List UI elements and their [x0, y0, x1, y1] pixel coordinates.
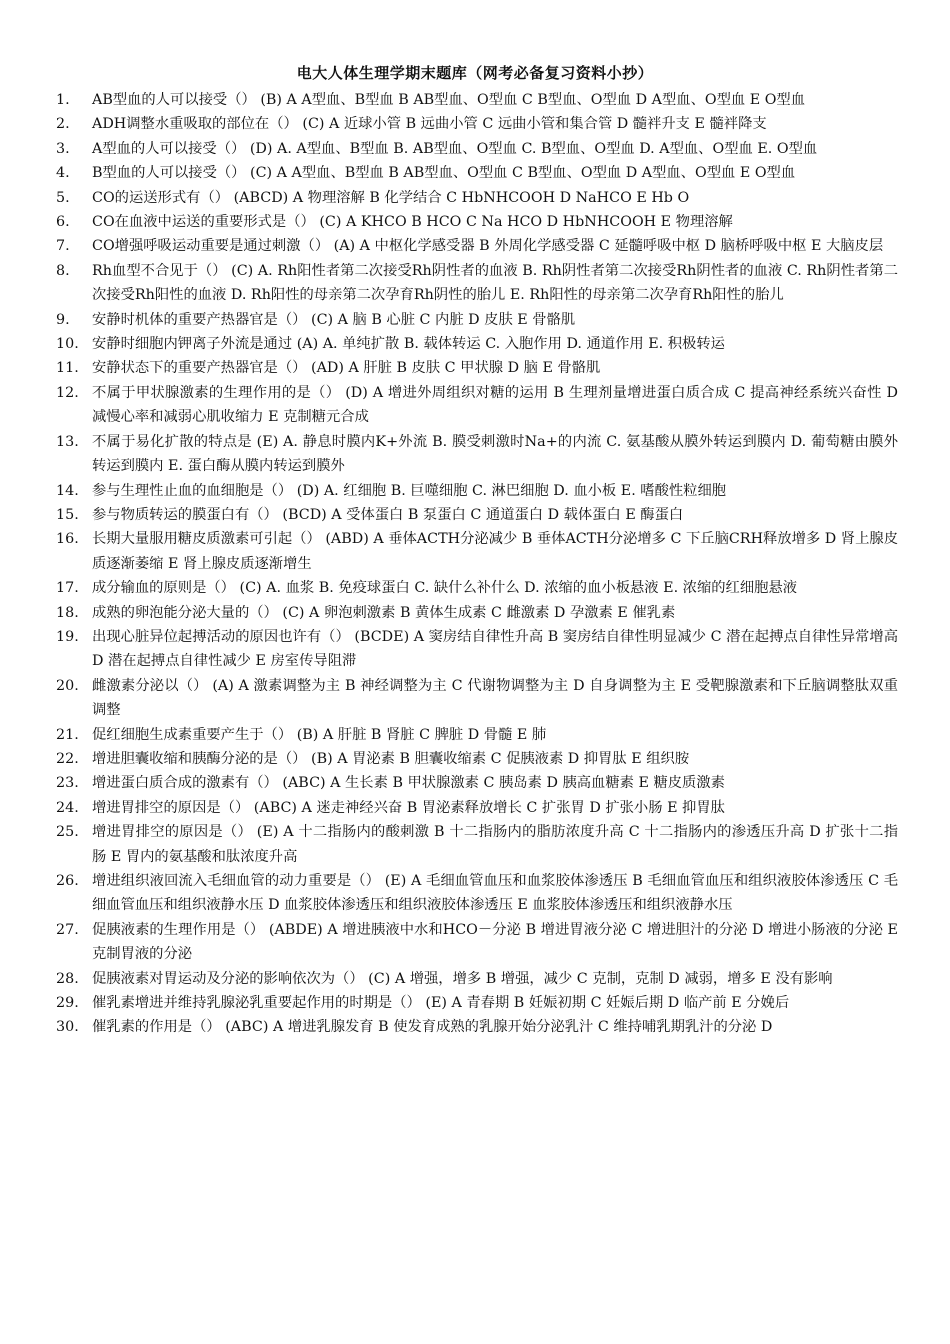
question-number: 15.	[56, 506, 79, 523]
question-text: 不属于甲状腺激素的生理作用的是（） (D) A 增进外周组织对糖的运用 B 生理剂量增进蛋白质合成 C 提高神经系统兴奋性 D 减慢心率和减弱心肌收缩力 E 克制糖元合成	[92, 384, 898, 426]
question-item	[56, 234, 898, 258]
question-text: CO增强呼吸运动重要是通过刺激（） (A) A 中枢化学感受器 B 外周化学感受器 C 延髓呼吸中枢 D 脑桥呼吸中枢 E 大脑皮层	[92, 238, 884, 255]
question-text: A型血的人可以接受（） (D) A. A型血、B型血 B. AB型血、O型血 C. B型血、O型血 D. A型血、O型血 E. O型血	[92, 140, 818, 157]
question-list	[56, 88, 898, 1040]
question-item	[56, 112, 898, 136]
question-text: 成分输血的原则是（） (C) A. 血浆 B. 免疫球蛋白 C. 缺什么补什么 D. 浓缩的血小板悬液 E. 浓缩的红细胞悬液	[92, 580, 798, 597]
question-number: 18.	[56, 604, 79, 621]
question-text: 促胰液素对胃运动及分泌的影响依次为（） (C) A 增强，增多 B 增强，减少 C 克制，克制 D 减弱，增多 E 没有影响	[92, 970, 833, 987]
question-text: 参与物质转运的膜蛋白有（） (BCD) A 受体蛋白 B 泵蛋白 C 通道蛋白 D 载体蛋白 E 酶蛋白	[92, 506, 684, 523]
question-number: 24.	[56, 799, 79, 816]
question-item	[56, 503, 898, 527]
question-text: 增进组织液回流入毛细血管的动力重要是（） (E) A 毛细血管血压和血浆胶体渗透压 B 毛细血管血压和组织液胶体渗透压 C 毛细血管血压和组织液静水压 D 血浆胶体渗透压和组织液胶体渗透压 E 血浆胶体渗透压和组织液静水压	[92, 873, 898, 914]
question-item	[56, 186, 898, 210]
question-number: 30.	[56, 1019, 79, 1036]
question-item	[56, 381, 898, 430]
question-number: 5.	[56, 189, 70, 206]
question-number: 16.	[56, 531, 79, 548]
question-number: 12.	[56, 384, 79, 401]
question-text: 促胰液素的生理作用是（） (ABDE) A 增进胰液中水和HCO－分泌 B 增进胃液分泌 C 增进胆汁的分泌 D 增进小肠液的分泌 E 克制胃液的分泌	[92, 921, 898, 963]
question-item	[56, 137, 898, 161]
question-number: 3.	[56, 140, 70, 157]
question-item	[56, 918, 898, 967]
question-item	[56, 210, 898, 234]
question-text: 参与生理性止血的血细胞是（） (D) A. 红细胞 B. 巨噬细胞 C. 淋巴细胞 D. 血小板 E. 嗜酸性粒细胞	[92, 482, 727, 499]
question-text: 增进胃排空的原因是（） (E) A 十二指肠内的酸刺激 B 十二指肠内的脂肪浓度升高 C 十二指肠内的渗透压升高 D 扩张十二指肠 E 胃内的氨基酸和肽浓度升高	[92, 824, 898, 865]
question-number: 17.	[56, 580, 79, 597]
question-item	[56, 479, 898, 503]
question-text: 长期大量服用糖皮质激素可引起（） (ABD) A 垂体ACTH分泌减少 B 垂体ACTH分泌增多 C 下丘脑CRH释放增多 D 肾上腺皮质逐渐萎缩 E 肾上腺皮质逐渐增生	[92, 531, 898, 572]
question-text: 增进蛋白质合成的激素有（） (ABC) A 生长素 B 甲状腺激素 C 胰岛素 D 胰高血糖素 E 糖皮质激素	[92, 775, 725, 792]
question-number: 21.	[56, 726, 79, 743]
question-number: 26.	[56, 873, 79, 889]
question-item	[56, 674, 898, 723]
page-title: 电大人体生理学期末题库（网考必备复习资料小抄）	[296, 64, 654, 82]
question-text: 雌激素分泌以（） (A) A 激素调整为主 B 神经调整为主 C 代谢物调整为主 D 自身调整为主 E 受靶腺激素和下丘脑调整肽双重调整	[92, 677, 898, 719]
question-number: 11.	[56, 360, 79, 377]
question-item	[56, 527, 898, 576]
question-item	[56, 771, 898, 795]
question-item	[56, 601, 898, 625]
question-number: 20.	[56, 677, 79, 694]
question-item	[56, 332, 898, 356]
question-number: 19.	[56, 628, 79, 645]
question-item	[56, 820, 898, 869]
question-item	[56, 869, 898, 918]
question-item	[56, 356, 898, 380]
question-number: 10.	[56, 336, 79, 353]
question-number: 22.	[56, 750, 79, 767]
question-number: 23.	[56, 775, 79, 792]
question-text: 安静状态下的重要产热器官是（） (AD) A 肝脏 B 皮肤 C 甲状腺 D 脑 E 骨骼肌	[92, 360, 601, 377]
question-text: 安静时细胞内钾离子外流是通过 (A) A. 单纯扩散 B. 载体转运 C. 入胞作用 D. 通道作用 E. 积极转运	[92, 336, 725, 353]
question-text: 促红细胞生成素重要产生于（） (B) A 肝脏 B 肾脏 C 脾脏 D 骨髓 E 肺	[92, 726, 547, 743]
question-text: 催乳素的作用是（） (ABC) A 增进乳腺发育 B 使发育成熟的乳腺开始分泌乳汁 C 维持哺乳期乳汁的分泌 D	[92, 1019, 773, 1036]
question-text: 出现心脏异位起搏活动的原因也许有（） (BCDE) A 窦房结自律性升高 B 窦房结自律性明显减少 C 潜在起搏点自律性异常增高 D 潜在起搏点自律性减少 E 房室传导阻滞	[92, 628, 898, 670]
question-text: Rh血型不合见于（） (C) A. Rh阳性者第二次接受Rh阴性者的血液 B. Rh阴性者第二次接受Rh阴性者的血液 C. Rh阴性者第二次接受Rh阳性的血液 D. Rh阳性的母亲第二次孕育Rh阴性的胎儿 E. Rh阳性的母亲第二次孕育Rh阳性的胎儿	[92, 262, 898, 304]
question-text: 增进胃排空的原因是（） (ABC) A 迷走神经兴奋 B 胃泌素释放增长 C 扩张胃 D 扩张小肠 E 抑胃肽	[92, 799, 725, 816]
question-text: 成熟的卵泡能分泌大量的（） (C) A 卵泡刺激素 B 黄体生成素 C 雌激素 D 孕激素 E 催乳素	[92, 604, 676, 621]
question-text: CO在血液中运送的重要形式是（） (C) A KHCO B HCO C Na HCO D HbNHCOOH E 物理溶解	[92, 214, 733, 231]
question-item	[56, 747, 898, 771]
question-number: 1.	[56, 92, 70, 108]
question-number: 6.	[56, 214, 70, 231]
question-number: 13.	[56, 433, 79, 450]
question-item	[56, 625, 898, 674]
question-text: AB型血的人可以接受（） (B) A A型血、B型血 B AB型血、O型血 C B型血、O型血 D A型血、O型血 E O型血	[92, 92, 806, 108]
question-text: 安静时机体的重要产热器官是（） (C) A 脑 B 心脏 C 内脏 D 皮肤 E 骨骼肌	[92, 311, 576, 328]
question-text: B型血的人可以接受（） (C) A A型血、B型血 B AB型血、O型血 C B型血、O型血 D A型血、O型血 E O型血	[92, 165, 796, 182]
question-text: 不属于易化扩散的特点是 (E) A. 静息时膜内K+外流 B. 膜受刺激时Na+的内流 C. 氨基酸从膜外转运到膜内 D. 葡萄糖由膜外转运到膜内 E. 蛋白酶从膜内转运到膜外	[92, 433, 898, 475]
question-number: 9.	[56, 311, 70, 328]
question-item	[56, 430, 898, 479]
question-item	[56, 259, 898, 308]
question-item	[56, 796, 898, 820]
question-item	[56, 161, 898, 185]
question-number: 29.	[56, 995, 79, 1012]
question-item	[56, 88, 898, 112]
question-item	[56, 723, 898, 747]
question-text: CO的运送形式有（） (ABCD) A 物理溶解 B 化学结合 C HbNHCOOH D NaHCO E Hb O	[92, 189, 690, 206]
question-item	[56, 967, 898, 991]
question-number: 14.	[56, 482, 79, 499]
question-text: ADH调整水重吸取的部位在（） (C) A 近球小管 B 远曲小管 C 远曲小管和集合管 D 髓袢升支 E 髓袢降支	[92, 116, 767, 133]
question-number: 27.	[56, 921, 79, 938]
question-number: 8.	[56, 262, 70, 279]
question-text: 催乳素增进并维持乳腺泌乳重要起作用的时期是（） (E) A 青春期 B 妊娠初期 C 妊娠后期 D 临产前 E 分娩后	[92, 995, 790, 1012]
question-item	[56, 308, 898, 332]
question-number: 2.	[56, 116, 70, 133]
question-item	[56, 576, 898, 600]
question-text: 增进胆囊收缩和胰酶分泌的是（） (B) A 胃泌素 B 胆囊收缩素 C 促胰液素 D 抑胃肽 E 组织胺	[92, 750, 690, 767]
question-number: 7.	[56, 238, 70, 255]
question-number: 4.	[56, 165, 70, 182]
question-number: 28.	[56, 970, 79, 987]
question-item	[56, 1015, 898, 1039]
question-item	[56, 991, 898, 1015]
question-number: 25.	[56, 824, 79, 841]
